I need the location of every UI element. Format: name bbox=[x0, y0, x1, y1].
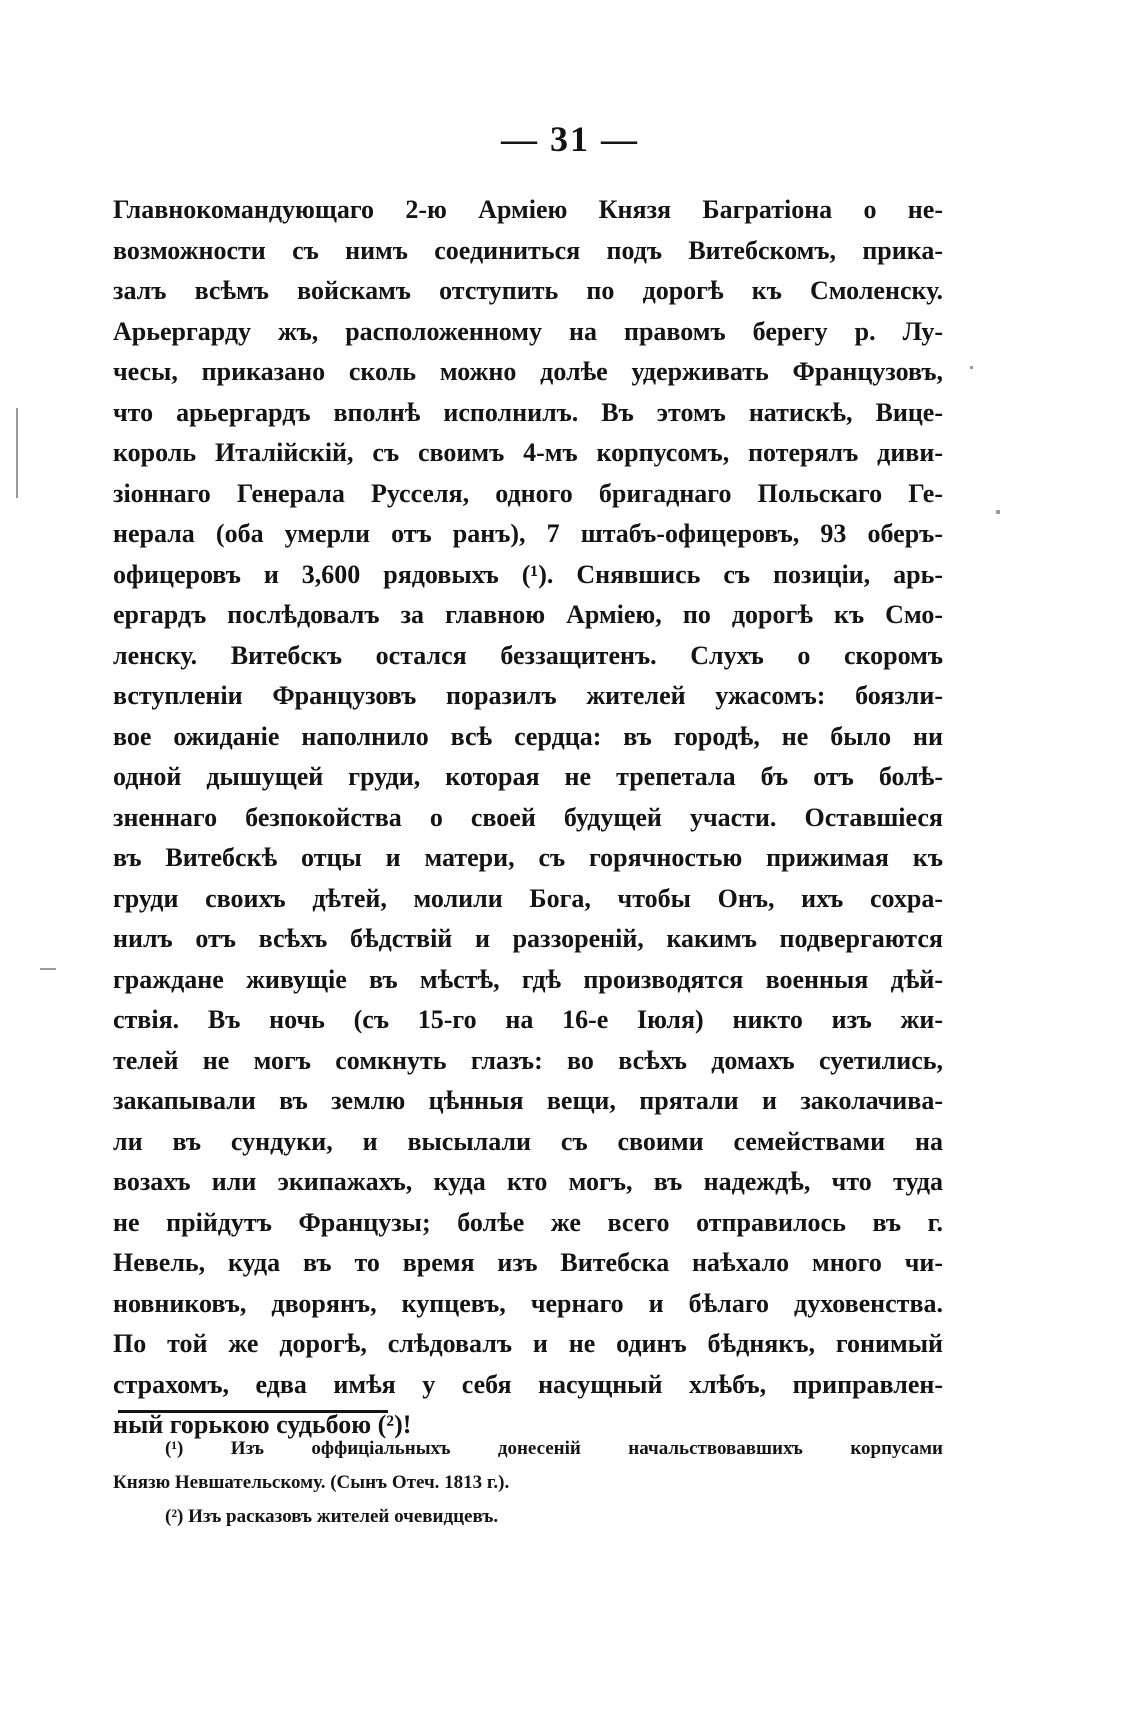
footnote-1-line: (¹) Изъ оффиціальныхъ донесеній начальствовавшихъ корпусами bbox=[165, 1438, 943, 1459]
margin-mark bbox=[970, 366, 973, 369]
text-line: зненнаго безпокойства о своей будущей участи. Оставшіеся bbox=[113, 802, 943, 832]
text-line: залъ всѣмъ войскамъ отступить по дорогѣ къ Смоленску. bbox=[113, 276, 943, 305]
text-line: новниковъ, дворянъ, купцевъ, чернаго и бѣлаго духовенства. bbox=[113, 1288, 943, 1318]
text-line: По той же дорогѣ, слѣдовалъ и не одинъ бѣднякъ, гонимый bbox=[113, 1329, 943, 1358]
text-line: нилъ отъ всѣхъ бѣдствій и раззореній, какимъ подвергаются bbox=[113, 924, 943, 953]
footnote-divider bbox=[118, 1410, 388, 1413]
text-line: нерала (оба умерли отъ ранъ), 7 штабъ-офицеровъ, 93 оберъ- bbox=[113, 519, 943, 548]
text-line: ергардъ послѣдовалъ за главною Арміею, по дорогѣ къ Смо- bbox=[113, 600, 943, 629]
text-line: ли въ сундуки, и высылали съ своими семействами на bbox=[113, 1126, 943, 1156]
margin-mark bbox=[40, 968, 56, 970]
text-line: король Италійскій, съ своимъ 4-мъ корпусомъ, потерялъ диви- bbox=[113, 438, 943, 467]
text-line: граждане живущіе въ мѣстѣ, гдѣ производятся военныя дѣй- bbox=[113, 964, 943, 994]
text-line: ный горькою судьбою (²)! bbox=[113, 1410, 412, 1439]
text-line: вое ожиданіе наполнило всѣ сердца: въ городѣ, не было ни bbox=[113, 721, 943, 751]
text-line: груди своихъ дѣтей, молили Бога, чтобы Онъ, ихъ сохра- bbox=[113, 883, 943, 913]
text-line: телей не могъ сомкнуть глазъ: во всѣхъ домахъ суетились, bbox=[113, 1045, 943, 1075]
footnotes bbox=[113, 1432, 943, 1534]
main-text bbox=[113, 190, 943, 1446]
footnote-1-line: Князю Невшательскому. (Сынъ Отеч. 1813 г.). bbox=[113, 1472, 510, 1493]
text-line: закапывали въ землю цѣнныя вещи, прятали и заколачива- bbox=[113, 1086, 943, 1115]
footnote-2-line: (²) Изъ расказовъ жителей очевидцевъ. bbox=[165, 1506, 499, 1527]
text-line: Арьергарду жъ, расположенному на правомъ берегу р. Лу- bbox=[113, 316, 943, 346]
margin-mark bbox=[16, 408, 18, 498]
text-line: ленску. Витебскъ остался беззащитенъ. Слухъ о скоромъ bbox=[113, 640, 943, 670]
text-line: Невель, куда въ то время изъ Витебска наѣхало много чи- bbox=[113, 1248, 943, 1277]
text-line: чесы, приказано сколь можно долѣе удерживать Французовъ, bbox=[113, 357, 943, 386]
text-line: что арьергардъ вполнѣ исполнилъ. Въ этомъ натискѣ, Вице- bbox=[113, 397, 943, 427]
text-line: возможности съ нимъ соединиться подъ Витебскомъ, прика- bbox=[113, 235, 943, 265]
text-line: страхомъ, едва имѣя у себя насущный хлѣбъ, приправлен- bbox=[113, 1369, 943, 1399]
text-line: вступленіи Французовъ поразилъ жителей ужасомъ: боязли- bbox=[113, 681, 943, 710]
text-line: не прійдутъ Французы; болѣе же всего отправилось въ г. bbox=[113, 1207, 943, 1237]
text-line: въ Витебскѣ отцы и матери, съ горячностью прижимая къ bbox=[113, 843, 943, 872]
text-line: одной дышущей груди, которая не трепетала бъ отъ болѣ- bbox=[113, 762, 943, 791]
text-line: Главнокомандующаго 2-ю Арміею Князя Багратіона о не- bbox=[113, 195, 943, 224]
margin-mark bbox=[996, 510, 1000, 514]
text-line: ствія. Въ ночь (съ 15-го на 16-е Іюля) никто изъ жи- bbox=[113, 1005, 943, 1034]
text-line: возахъ или экипажахъ, куда кто могъ, въ надеждѣ, что туда bbox=[113, 1167, 943, 1196]
text-line: зіоннаго Генерала Русселя, одного бригаднаго Польскаго Ге- bbox=[113, 478, 943, 508]
page-number: — 31 — bbox=[501, 119, 639, 159]
text-line: офицеровъ и 3,600 рядовыхъ (¹). Снявшись съ позиціи, арь- bbox=[113, 559, 943, 589]
